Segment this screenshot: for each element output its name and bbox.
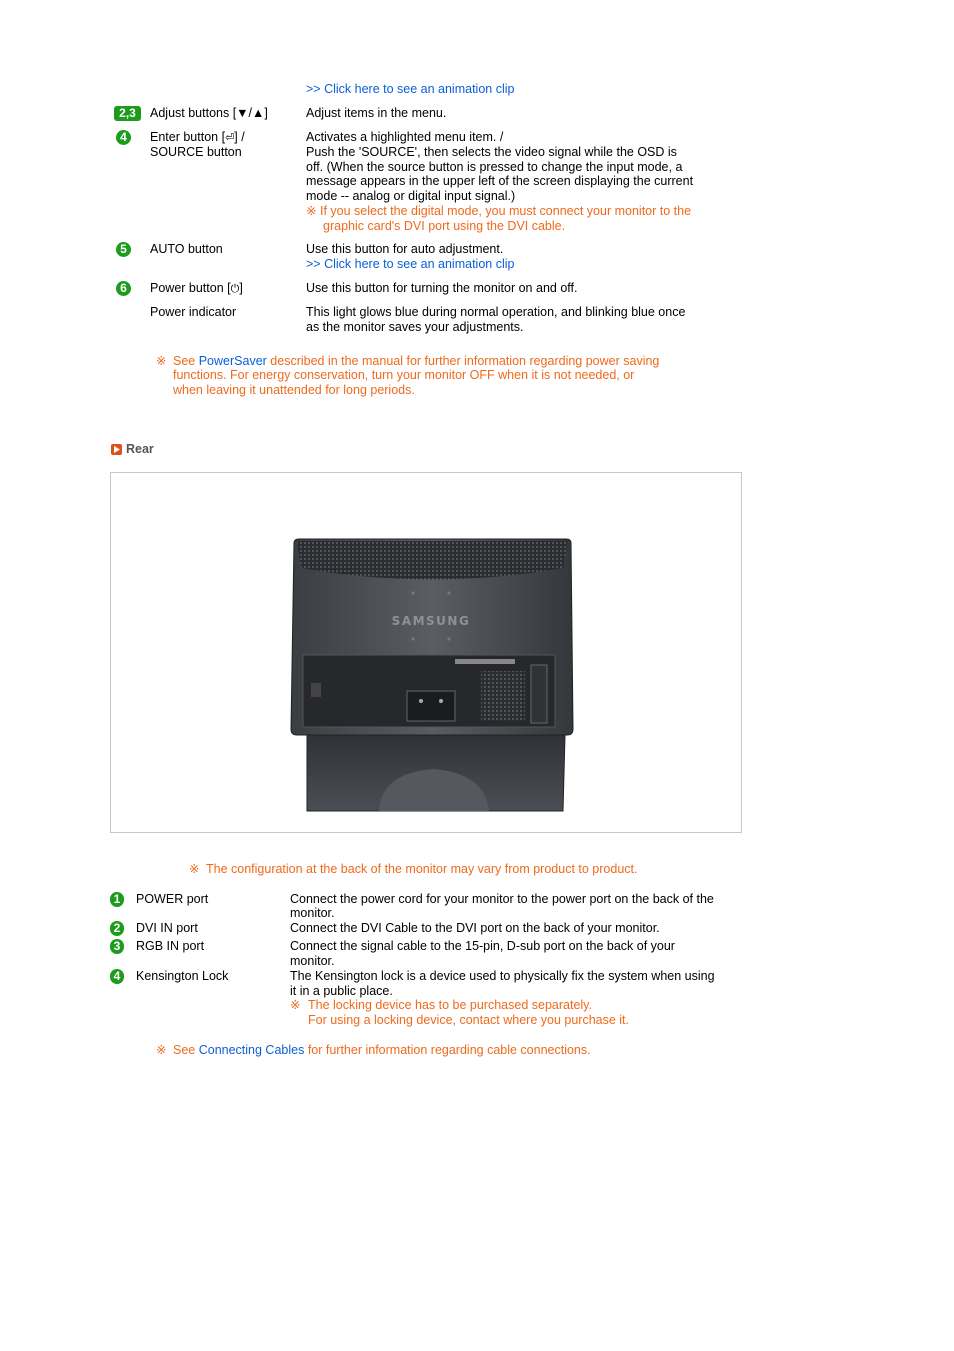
power-icon: ⏻ <box>230 283 240 295</box>
power-label-text: Power button [ <box>150 281 231 295</box>
config-note-text: The configuration at the back of the monitor may vary from product to product. <box>206 862 638 876</box>
power-note-rest: described in the manual for further information regarding power saving <box>266 354 660 368</box>
digital-mode-note-2: graphic card's DVI port using the DVI cable. <box>323 219 566 233</box>
locking-note-2: For using a locking device, contact where you purchase it. <box>308 1013 630 1027</box>
source-button-label: SOURCE button <box>150 145 242 159</box>
digital-note-text-1: If you select the digital mode, you must connect your monitor to the <box>320 204 692 218</box>
badge-6: 6 <box>116 281 131 296</box>
enter-desc-line-5: mode -- analog or digital input signal.) <box>306 189 516 203</box>
reference-mark-icon: ※ <box>290 998 301 1012</box>
dvi-in-port-label: DVI IN port <box>136 921 198 935</box>
badge-2-3: 2,3 <box>114 106 141 121</box>
monitor-rear-image <box>111 473 741 832</box>
power-indicator-label: Power indicator <box>150 305 237 319</box>
adjust-buttons-label: Adjust buttons [▼/▲] <box>150 106 268 120</box>
power-indicator-desc-1: This light glows blue during normal operation, and blinking blue once <box>306 305 686 319</box>
rgb-in-port-desc-2: monitor. <box>290 954 335 968</box>
rgb-in-port-desc-1: Connect the signal cable to the 15-pin, D-sub port on the back of your <box>290 939 675 953</box>
animation-clip-link-2[interactable]: >> Click here to see an animation clip <box>306 257 515 271</box>
power-saver-note-line-2: functions. For energy conservation, turn your monitor OFF when it is not needed, or <box>173 368 635 382</box>
reference-mark-icon: ※ <box>156 1043 167 1057</box>
power-port-desc-1: Connect the power cord for your monitor to the power port on the back of the <box>290 892 714 906</box>
rear-image-frame <box>110 472 742 833</box>
dvi-in-port-desc: Connect the DVI Cable to the DVI port on the back of your monitor. <box>290 921 660 935</box>
reference-mark-icon: ※ <box>306 204 317 218</box>
kensington-desc-2: it in a public place. <box>290 984 393 998</box>
power-button-desc: Use this button for turning the monitor on and off. <box>306 281 578 295</box>
animation-clip-link-1[interactable]: >> Click here to see an animation clip <box>306 82 515 96</box>
power-port-desc-2: monitor. <box>290 906 335 920</box>
enter-desc-line-2: Push the 'SOURCE', then selects the video signal while the OSD is <box>306 145 677 159</box>
power-label-end: ] <box>239 281 243 295</box>
kensington-lock-label: Kensington Lock <box>136 969 229 983</box>
cable-note-prefix: See <box>173 1043 199 1057</box>
enter-button-label <box>150 130 245 146</box>
enter-label-end: ] / <box>234 130 245 144</box>
power-note-prefix: See <box>173 354 199 368</box>
powersaver-link[interactable]: PowerSaver <box>198 354 267 368</box>
cable-note <box>156 1043 591 1058</box>
power-indicator-desc-2: as the monitor saves your adjustments. <box>306 320 524 334</box>
badge-3: 3 <box>110 939 124 954</box>
badge-1: 1 <box>110 892 124 907</box>
digital-mode-note-1 <box>306 204 691 219</box>
badge-5: 5 <box>116 242 131 257</box>
auto-button-desc: Use this button for auto adjustment. <box>306 242 504 256</box>
power-button-label <box>150 281 243 297</box>
enter-desc-line-3: off. (When the source button is pressed to change the input mode, a <box>306 160 683 174</box>
adjust-buttons-desc: Adjust items in the menu. <box>306 106 447 120</box>
rear-heading <box>111 442 154 457</box>
reference-mark-icon: ※ <box>189 862 200 876</box>
power-port-label: POWER port <box>136 892 209 906</box>
enter-icon: ⏎ <box>225 132 235 144</box>
badge-4-rear: 4 <box>110 969 124 984</box>
auto-button-label: AUTO button <box>150 242 223 256</box>
locking-note-1 <box>290 998 592 1013</box>
cable-note-rest: for further information regarding cable connections. <box>304 1043 591 1057</box>
rear-heading-text: Rear <box>126 442 154 456</box>
enter-desc-line-4: message appears in the upper left of the screen displaying the current <box>306 174 694 188</box>
enter-label-text: Enter button [ <box>150 130 226 144</box>
reference-mark-icon: ※ <box>156 354 167 368</box>
play-bullet-icon <box>111 444 122 455</box>
badge-2: 2 <box>110 921 124 936</box>
config-note <box>189 862 637 877</box>
kensington-desc-1: The Kensington lock is a device used to physically fix the system when using <box>290 969 715 983</box>
power-saver-note-line-3: when leaving it unattended for long periods. <box>173 383 415 397</box>
samsung-logo-text: SAMSUNG <box>391 614 471 628</box>
enter-desc-line-1: Activates a highlighted menu item. / <box>306 130 504 144</box>
badge-4: 4 <box>116 130 131 145</box>
rgb-in-port-label: RGB IN port <box>136 939 205 953</box>
locking-note-text-1: The locking device has to be purchased separately. <box>308 998 592 1012</box>
connecting-cables-link[interactable]: Connecting Cables <box>198 1043 305 1057</box>
power-saver-note-line-1 <box>156 354 659 369</box>
